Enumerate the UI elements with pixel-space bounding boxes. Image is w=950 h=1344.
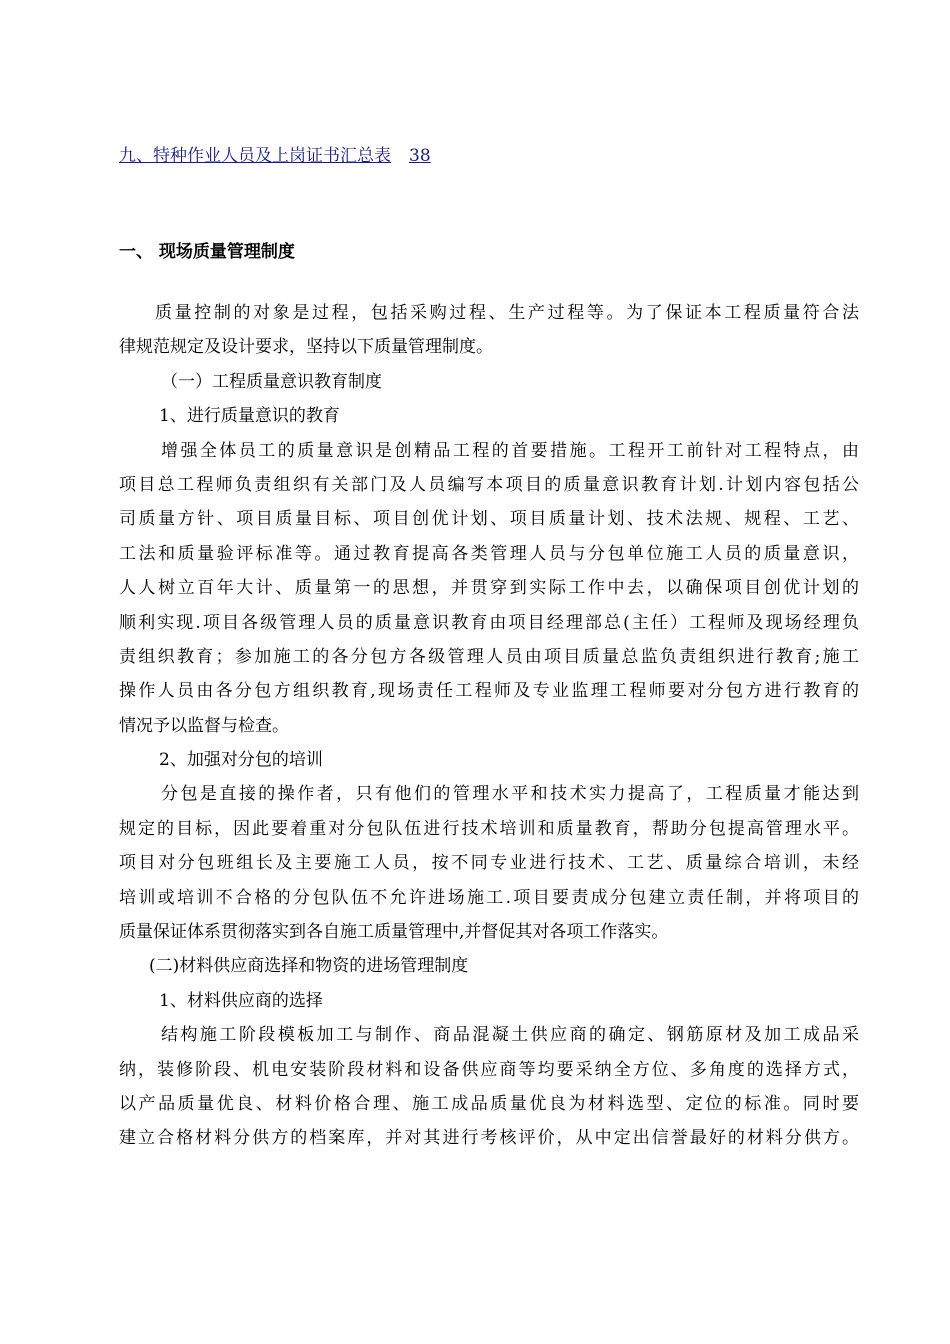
paragraph-line: 律规范规定及设计要求，坚持以下质量管理制度。 [119,337,493,358]
item-heading: 2、加强对分包的培训 [159,750,323,771]
subsection-heading: (二)材料供应商选择和物资的进场管理制度 [149,956,469,977]
paragraph-line: 质量控制的对象是过程，包括采购过程、生产过程等。为了保证本工程质量符合法 [155,303,859,323]
paragraph-line: 规定的目标，因此要着重对分包队伍进行技术培训和质量教育，帮助分包提高管理水平。 [119,818,859,839]
paragraph-line: 人人树立百年大计、质量第一的思想，并贯穿到实际工作中去，以确保项目创优计划的 [119,578,859,599]
paragraph-line: 工法和质量验评标准等。通过教育提高各类管理人员与分包单位施工人员的质量意识， [119,543,859,564]
paragraph-line: 顺利实现.项目各级管理人员的质量意识教育由项目经理部总(主任）工程师及现场经理负 [119,612,859,633]
subsection-heading: （一）工程质量意识教育制度 [161,371,382,392]
paragraph-line: 结构施工阶段模板加工与制作、商品混凝土供应商的确定、钢筋原材及加工成品采 [161,1025,859,1046]
paragraph-line: 培训或培训不合格的分包队伍不允许进场施工.项目要责成分包建立责任制，并将项目的 [119,887,859,908]
paragraph-line: 项目对分包班组长及主要施工人员，按不同专业进行技术、工艺、质量综合培训，未经 [119,853,859,874]
paragraph-line: 以产品质量优良、材料价格合理、施工成品质量优良为材料选型、定位的标准。同时要 [119,1093,859,1114]
paragraph-line: 司质量方针、项目质量目标、项目创优计划、项目质量计划、技术法规、规程、工艺、 [119,509,859,530]
paragraph-line: 分包是直接的操作者，只有他们的管理水平和技术实力提高了，工程质量才能达到 [161,784,859,805]
item-heading: 1、进行质量意识的教育 [159,406,340,427]
item-heading: 1、材料供应商的选择 [159,990,323,1011]
paragraph-line: 质量保证体系贯彻落实到各自施工质量管理中,并督促其对各项工作落实。 [119,922,669,943]
paragraph-line: 纳，装修阶段、机电安装阶段材料和设备供应商等均要采纳全方位、多角度的选择方式， [119,1059,859,1080]
section-heading: 一、 现场质量管理制度 [119,242,295,262]
paragraph-line: 责组织教育；参加施工的各分包方各级管理人员由项目质量总监负责组织进行教育;施工 [119,646,859,667]
paragraph-line: 操作人员由各分包方组织教育,现场责任工程师及专业监理工程师要对分包方进行教育的 [119,681,859,702]
body-text [119,296,859,1156]
paragraph-line: 增强全体员工的质量意识是创精品工程的首要措施。工程开工前针对工程特点，由 [161,440,859,461]
paragraph-line: 项目总工程师负责组织有关部门及人员编写本项目的质量意识教育计划.计划内容包括公 [119,474,859,495]
toc-entry-page-number[interactable]: 38 [409,146,431,166]
paragraph-line: 情况予以监督与检查。 [119,715,289,736]
paragraph-line: 建立合格材料分供方的档案库，并对其进行考核评价，从中定出信誉最好的材料分供方。 [119,1128,859,1149]
toc-entry-label[interactable]: 九、特种作业人员及上岗证书汇总表 [119,146,391,166]
toc-entry-link[interactable] [119,143,431,169]
